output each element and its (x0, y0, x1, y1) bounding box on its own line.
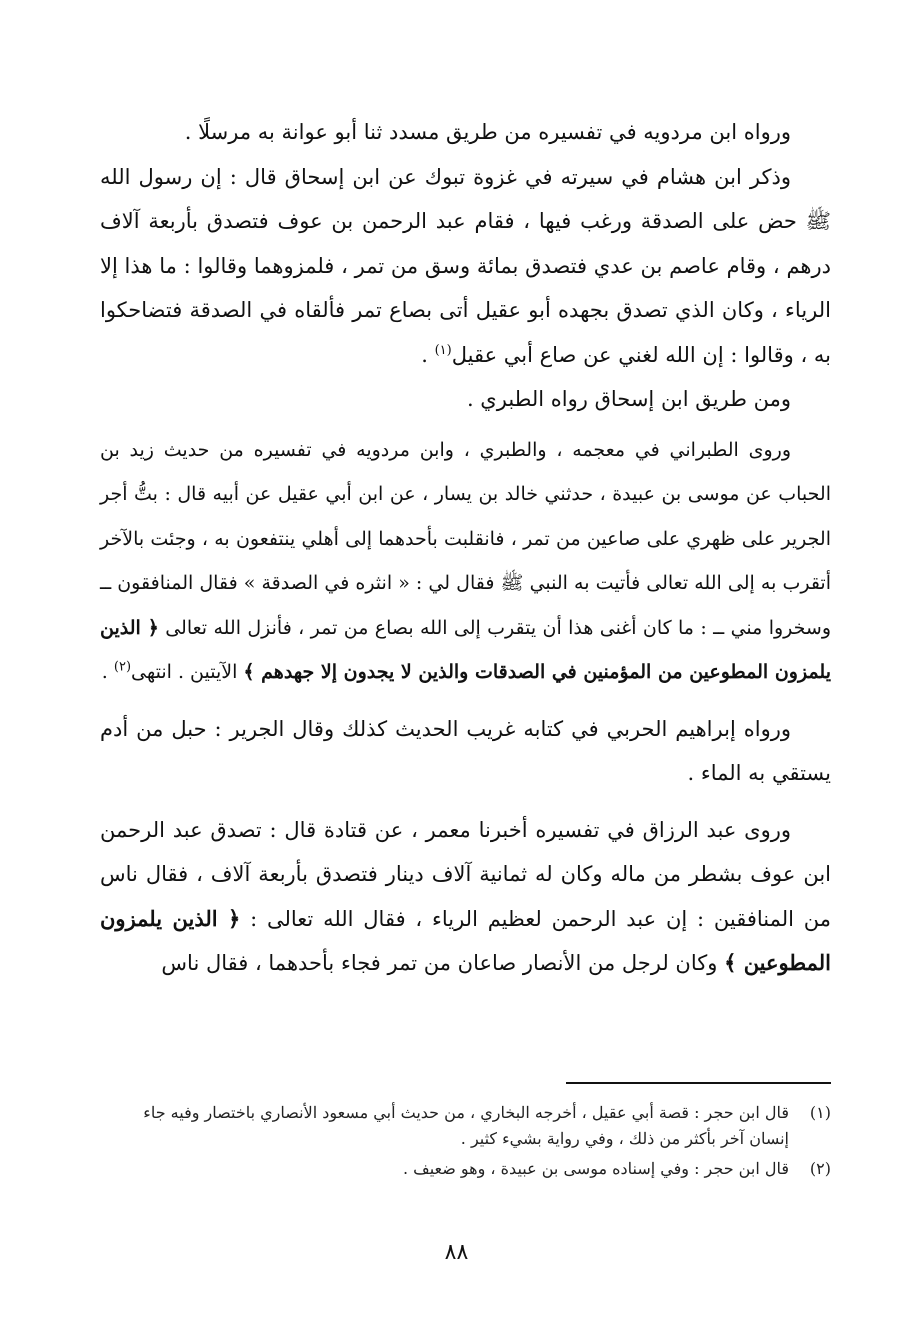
footnote-separator (566, 1082, 831, 1084)
footnote-1-text: قال ابن حجر : قصة أبي عقيل ، أخرجه البخاري ، من حديث أبي مسعود الأنصاري باختصار وفيه جاء إنسان آخر بأكثر من ذلك ، وفي رواية بشيء كثير . (143, 1103, 789, 1148)
paragraph-6-text-end: وكان لرجل من الأنصار صاعان من تمر فجاء بأحدهما ، فقال ناس (161, 951, 725, 975)
footnote-2-text: قال ابن حجر : وفي إسناده موسى بن عبيدة ، وهو ضعيف . (402, 1159, 789, 1178)
footnote-ref-2[interactable]: (٢) (113, 659, 132, 675)
paragraph-3-text: ومن طريق ابن إسحاق رواه الطبري . (466, 387, 791, 411)
paragraph-5 (100, 707, 831, 796)
paragraph-4-text-end: الآيتين . انتهى (131, 661, 244, 683)
paragraph-1 (100, 110, 831, 155)
paragraph-4-end: . (101, 661, 114, 683)
paragraph-6 (100, 808, 831, 986)
paragraph-6-text: وروى عبد الرزاق في تفسيره أخبرنا معمر ، عن قتادة قال : تصدق عبد الرحمن ابن عوف بشطر من ماله وكان له ثمانية آلاف دينار فتصدق بأربعة آلاف ، فقال ناس من المنافقين : إن عبد الرحمن لعظيم الرياء ، فقال الله تعالى : (100, 817, 831, 931)
paragraph-2-end: . (421, 342, 435, 367)
footnote-1 (100, 1100, 831, 1152)
paragraph-2-text: وذكر ابن هشام في سيرته في غزوة تبوك عن ابن إسحاق قال : إن رسول الله ﷺ حض على الصدقة ورغب فيها ، فقام عبد الرحمن بن عوف فتصدق بأربعة آلاف درهم ، وقام عاصم بن عدي فتصدق بمائة وسق من تمر ، فلمزوهما وقالوا : ما هذا إلا الرياء ، وكان الذي تصدق بجهده أبو عقيل أتى بصاع تمر فألقاه في الصدقة فتضاحكوا به ، وقالوا : إن الله لغني عن صاع أبي عقيل (100, 164, 831, 367)
quran-verse-1: ﴿ الذين يلمزون المطوعين من المؤمنين في الصدقات والذين لا يجدون إلا جهدهم ﴾ (100, 616, 831, 683)
quran-verse-2: ﴿ الذين يلمزون المطوعين ﴾ (100, 905, 831, 975)
page-number: ٨٨ (444, 1240, 469, 1265)
footnotes (100, 1100, 831, 1186)
paragraph-2 (100, 155, 831, 378)
footnote-ref-1[interactable]: (١) (434, 342, 452, 358)
paragraph-4-text: وروى الطبراني في معجمه ، والطبري ، وابن مردويه في تفسيره من حديث زيد بن الحباب عن موسى بن عبيدة ، حدثني خالد بن يسار ، عن ابن أبي عقيل عن أبيه قال : بتُّ أجر الجرير على ظهري على صاعين من تمر ، فانقلبت بأحدهما إلى أهلي ينتفعون به ، وجئت بالآخر أتقرب به إلى الله تعالى فأتيت به النبي ﷺ فقال لي : « انثره في الصدقة » فقال المنافقون ــ وسخروا مني ــ : ما كان أغنى هذا أن يتقرب إلى الله بصاع من تمر ، فأنزل الله تعالى (100, 438, 831, 639)
paragraph-5-text: ورواه إبراهيم الحربي في كتابه غريب الحديث كذلك وقال الجرير : حبل من أدم يستقي به الماء . (100, 716, 831, 785)
footnote-1-number: (١) (809, 1103, 831, 1122)
footnote-2-number: (٢) (809, 1159, 831, 1178)
paragraph-3 (100, 377, 831, 422)
paragraph-4 (100, 428, 831, 695)
footnote-2 (100, 1156, 831, 1182)
main-text (100, 110, 831, 986)
paragraph-1-text: ورواه ابن مردويه في تفسيره من طريق مسدد ثنا أبو عوانة به مرسلًا . (184, 120, 791, 144)
